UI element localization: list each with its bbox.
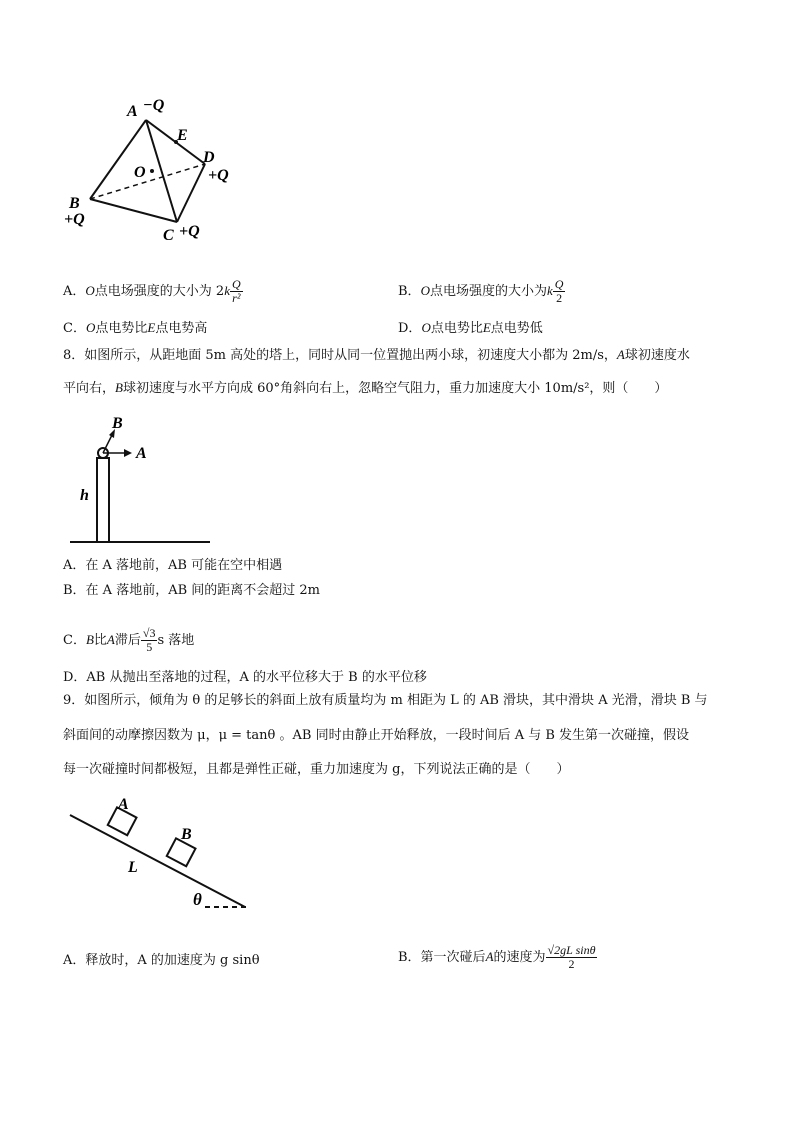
tetrahedron-figure (55, 90, 255, 250)
fig9-label-B: B (181, 826, 192, 843)
fig7-label-E: E (177, 127, 188, 144)
q7-option-b: B．O点电场强度的大小为k $\frac{Q}{2}$ (398, 277, 564, 305)
fig9-label-A: A (118, 796, 129, 813)
fig7-label-C: C (163, 227, 174, 244)
fig7-label-plusQ-C: +Q (179, 223, 200, 240)
q8-stem-line1: 8．如图所示，从距地面 5m 高处的塔上，同时从同一位置抛出两小球，初速度大小都为 2m/s，A球初速度水 (63, 347, 690, 363)
fig7-label-B: B (69, 195, 80, 212)
q9-option-b: B．第一次碰后A的速度为 $\frac{\text{√2gL sinθ}}{2}$ (398, 943, 596, 971)
q7-option-c: C．O点电势比E点电势高 (63, 320, 208, 336)
q8-option-c: C．B比A滞后 $\frac{√3}{5}$ s 落地 (63, 626, 195, 654)
q8-option-a: A．在 A 落地前，AB 可能在空中相遇 (63, 558, 283, 573)
fig8-label-h: h (80, 487, 89, 504)
fig8-label-A: A (136, 445, 147, 462)
fig7-label-plusQ-D: +Q (208, 167, 229, 184)
fig7-label-negQ: −Q (143, 97, 165, 114)
q8-option-b: B．在 A 落地前，AB 间的距离不会超过 2m (63, 583, 321, 598)
fig9-label-theta: θ (193, 890, 202, 909)
q7-option-a: A．O点电场强度的大小为 2k $\frac{Q}{\text{r²}}$ (63, 277, 241, 305)
q8-option-d: D．AB 从抛出至落地的过程，A 的水平位移大于 B 的水平位移 (63, 670, 427, 685)
fig7-label-D: D (203, 149, 215, 166)
fig7-label-plusQ-B: +Q (64, 211, 85, 228)
fig7-label-O: O (134, 164, 146, 181)
q9-stem-line1: 9．如图所示，倾角为 θ 的足够长的斜面上放有质量均为 m 相距为 L 的 AB 滑块，其中滑块 A 光滑，滑块 B 与 (63, 693, 708, 708)
fig9-label-L: L (128, 859, 138, 876)
incline-figure (60, 790, 260, 920)
q9-stem-line2: 斜面间的动摩擦因数为 μ，μ = tanθ 。AB 同时由静止开始释放，一段时间后 A 与 B 发生第一次碰撞，假设 (63, 728, 690, 743)
q9-option-a: A．释放时，A 的加速度为 g sinθ (63, 953, 260, 968)
tower-figure (60, 410, 220, 550)
q9-stem-line3: 每一次碰撞时间都极短，且都是弹性正碰，重力加速度为 g，下列说法正确的是（ ） (63, 762, 570, 777)
fig7-label-A: A (127, 103, 138, 120)
q7-option-d: D．O点电势比E点电势低 (398, 320, 543, 336)
q8-stem-line2: 平向右，B球初速度与水平方向成 60°角斜向右上，忽略空气阻力，重力加速度大小 10m/s²，则（ ） (63, 380, 668, 396)
fig8-label-B: B (112, 415, 123, 432)
